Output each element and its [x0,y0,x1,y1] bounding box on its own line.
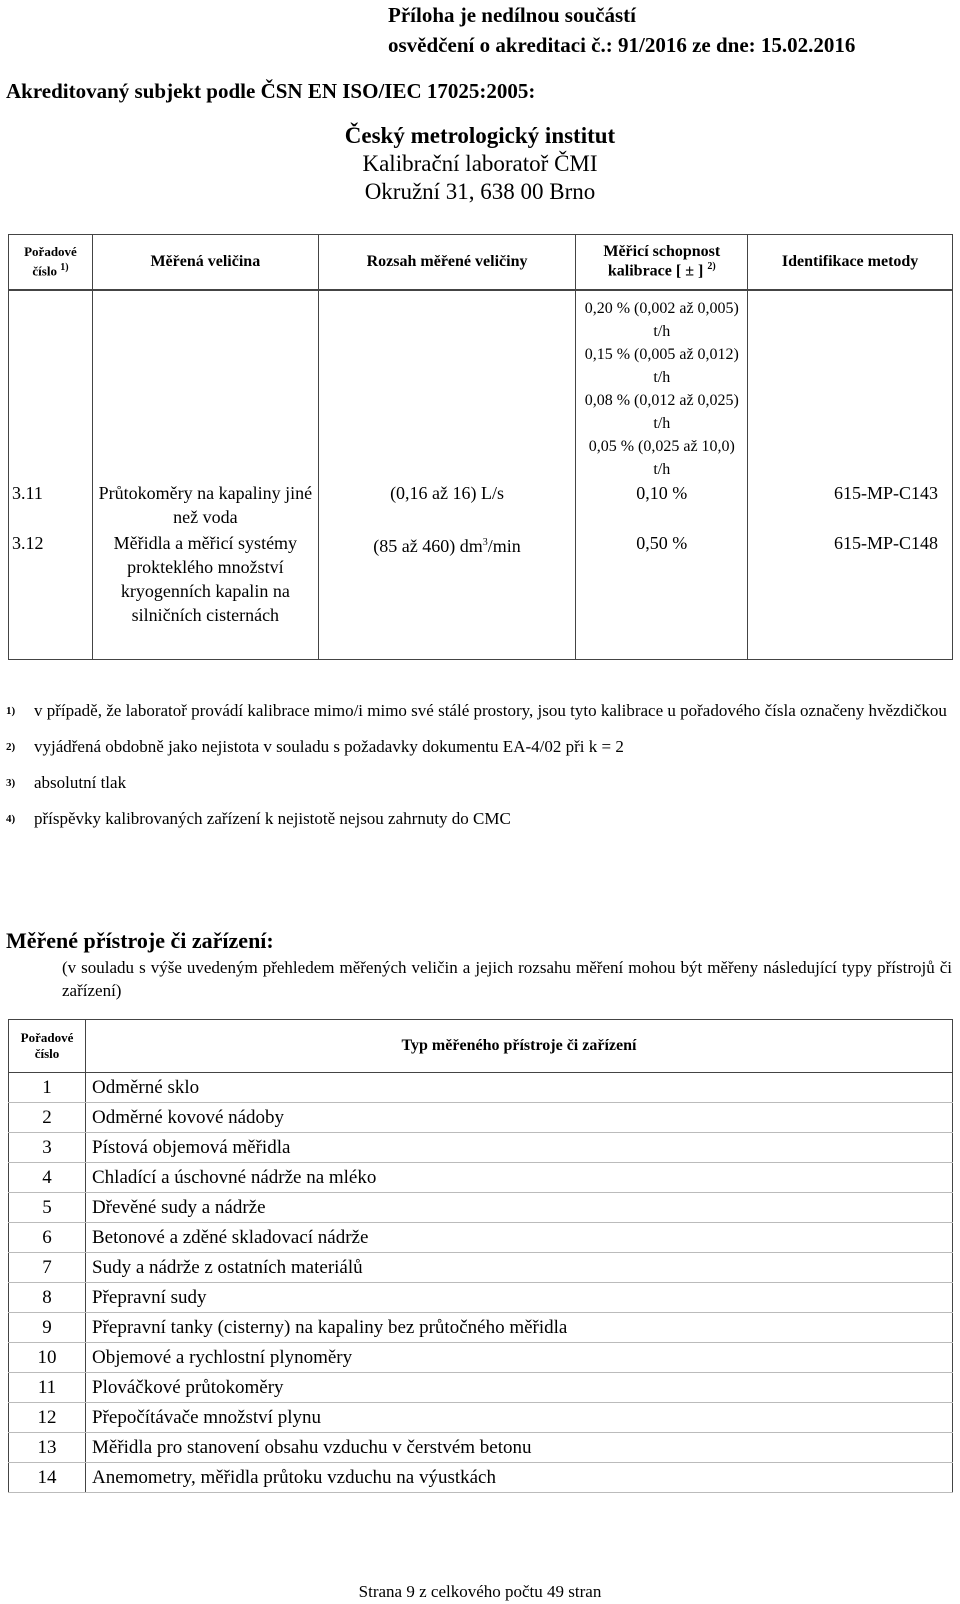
table-row [9,1253,953,1283]
device-type: Přepravní sudy [86,1283,953,1313]
device-number: 9 [9,1313,86,1343]
devices-header-row [9,1020,953,1073]
device-type: Přepravní tanky (cisterny) na kapaliny bez průtočného měřidla [86,1313,953,1343]
row-capability: 0,10 % [576,481,748,531]
device-number: 11 [9,1373,86,1403]
institute-block [0,122,960,206]
table-row [9,531,953,660]
continuation-row [9,290,953,481]
device-type: Přepočítávače množství plynu [86,1403,953,1433]
annex-line-1: Příloha je nedílnou součástí [388,3,636,27]
devices-table [8,1019,953,1493]
row-range: (0,16 až 16) L/s [318,481,576,531]
table-row [9,1433,953,1463]
device-number: 3 [9,1133,86,1163]
table-row [9,1163,953,1193]
table-row [9,1193,953,1223]
table-row [9,1343,953,1373]
continuation-capabilities: 0,20 % (0,002 až 0,005) t/h 0,15 % (0,005 až 0,012) t/h 0,08 % (0,012 až 0,025) t/h 0,05 % (0,025 až 10,0) t/h [576,290,748,481]
device-type: Objemové a rychlostní plynoměry [86,1343,953,1373]
header-method: Identifikace metody [748,235,953,291]
page-footer: Strana 9 z celkového počtu 49 stran [358,1582,602,1601]
device-number: 7 [9,1253,86,1283]
device-type: Měřidla pro stanovení obsahu vzduchu v čerstvém betonu [86,1433,953,1463]
device-number: 2 [9,1103,86,1133]
device-number: 4 [9,1163,86,1193]
footnote: 4) příspěvky kalibrovaných zařízení k nejistotě nejsou zahrnuty do CMC [6,809,511,828]
device-number: 12 [9,1403,86,1433]
device-number: 8 [9,1283,86,1313]
header-order-number: Pořadové číslo [9,1020,86,1073]
footnote: 2) vyjádřená obdobně jako nejistota v souladu s požadavky dokumentu EA-4/02 při k = 2 [6,737,624,756]
table-row [9,1403,953,1433]
table-row [9,1373,953,1403]
table-row [9,1463,953,1493]
device-type: Pístová objemová měřidla [86,1133,953,1163]
row-number: 3.11 [9,481,93,531]
row-quantity: Průtokoměry na kapaliny jiné než voda [92,481,318,531]
lab-address: Okružní 31, 638 00 Brno [364,179,596,204]
table-row [9,1223,953,1253]
table-row [9,1103,953,1133]
table-row [9,1313,953,1343]
row-number: 3.12 [9,531,93,660]
header-order-number: Pořadové číslo $^{1)}$ [9,235,93,291]
devices-section-subtitle: (v souladu s výše uvedeným přehledem měřených veličin a jejich rozsahu měření mohou být měřeny následující typy přístrojů či zařízení) [62,958,952,1000]
cmc-header-row [9,235,953,291]
footnote: 1) v případě, že laboratoř provádí kalibrace mimo/i mimo své stálé prostory, jsou tyto kalibrace u pořadového čísla označeny hvězdičkou [6,701,947,720]
device-number: 6 [9,1223,86,1253]
table-row [9,1133,953,1163]
row-capability: 0,50 % [576,531,748,660]
row-range: (85 až 460) $dm^3/\min$ [318,531,576,660]
header-quantity: Měřená veličina [92,235,318,291]
annex-line-2: osvědčení o akreditaci č.: 91/2016 ze dne: 15.02.2016 [388,33,856,57]
devices-section-title: Měřené přístroje či zařízení: [6,928,274,953]
row-method: 615-MP-C148 [748,531,953,660]
device-type: Betonové a zděné skladovací nádrže [86,1223,953,1253]
table-row [9,1283,953,1313]
row-quantity: Měřidla a měřicí systémy prokteklého množství kryogenních kapalin na silničních cisternách [92,531,318,660]
table-row [9,1073,953,1103]
device-type: Odměrné sklo [86,1073,953,1103]
row-method: 615-MP-C143 [748,481,953,531]
device-type: Chladící a úschovné nádrže na mléko [86,1163,953,1193]
device-type: Dřevěné sudy a nádrže [86,1193,953,1223]
device-type: Sudy a nádrže z ostatních materiálů [86,1253,953,1283]
footnote: 3) absolutní tlak [6,773,127,792]
device-type: Anemometry, měřidla průtoku vzduchu na výustkách [86,1463,953,1493]
footnotes [6,700,956,844]
header-capability: Měřicí schopnost kalibrace [ ± ] $^{2)}$ [576,235,748,291]
header-range: Rozsah měřené veličiny [318,235,576,291]
device-number: 5 [9,1193,86,1223]
header-device-type: Typ měřeného přístroje či zařízení [86,1020,953,1073]
device-number: 1 [9,1073,86,1103]
lab-name: Kalibrační laboratoř ČMI [362,151,598,176]
annex-reference [388,0,855,60]
table-row [9,481,953,531]
device-number: 13 [9,1433,86,1463]
accredited-subject: Akreditovaný subjekt podle ČSN EN ISO/IEC 17025:2005: [6,79,536,103]
device-number: 10 [9,1343,86,1373]
institute-name: Český metrologický institut [344,123,616,148]
device-type: Plováčkové průtokoměry [86,1373,953,1403]
cmc-table [8,234,953,660]
device-type: Odměrné kovové nádoby [86,1103,953,1133]
device-number: 14 [9,1463,86,1493]
